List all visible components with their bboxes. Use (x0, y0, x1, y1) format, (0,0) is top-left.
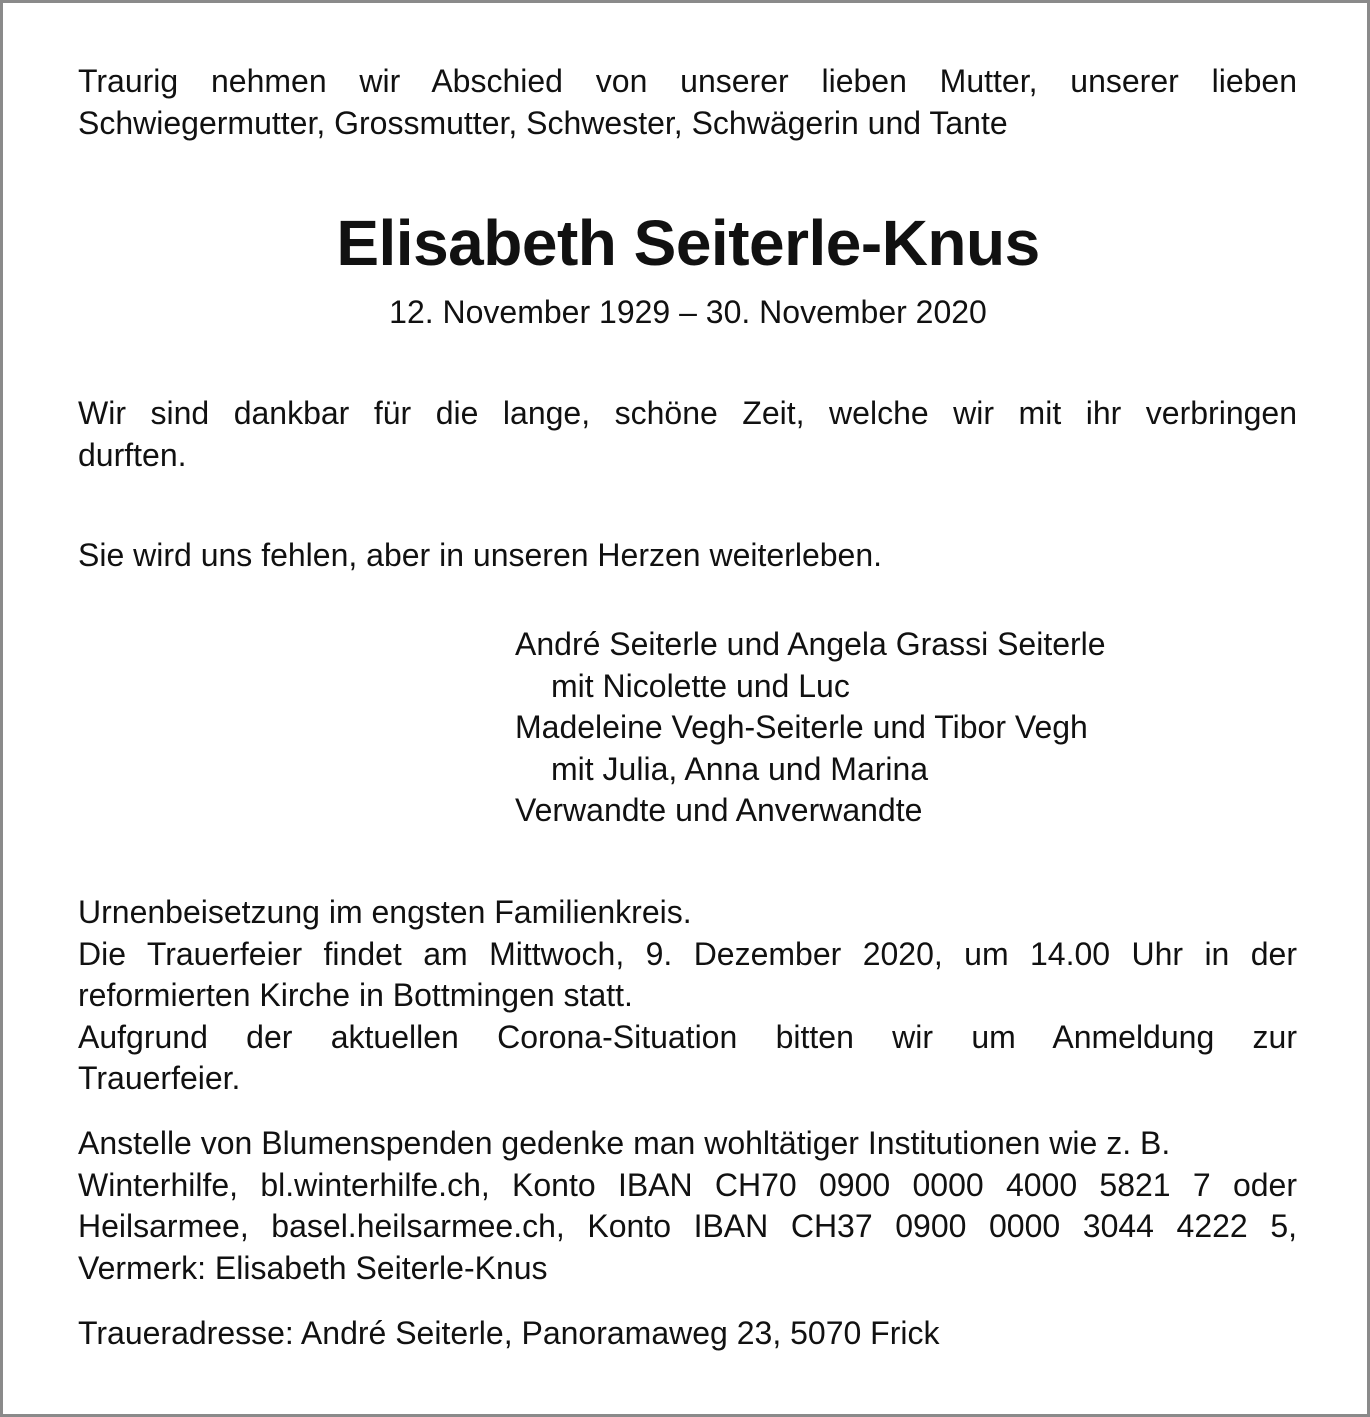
intro-line-1: Traurig nehmen wir Abschied von unserer lieben Mutter, unserer lieben (78, 63, 1297, 99)
family-list (515, 624, 1106, 832)
donations-line-3: Heilsarmee, basel.heilsarmee.ch, Konto IBAN CH37 0900 0000 3044 4222 5, (78, 1208, 1297, 1244)
gratitude-paragraph (78, 393, 1297, 476)
deceased-name: Elisabeth Seiterle-Knus (336, 207, 1040, 279)
gratitude-line-2: durften. (78, 436, 187, 473)
donations-line-2: Winterhilfe, bl.winterhilfe.ch, Konto IBAN CH70 0900 0000 4000 5821 7 oder (78, 1166, 1297, 1203)
family-member: André Seiterle und Angela Grassi Seiterle (515, 626, 1106, 662)
life-dates: 12. November 1929 – 30. November 2020 (389, 294, 987, 330)
ceremony-line-4: Aufgrund der aktuellen Corona-Situation bitten wir um Anmeldung zur (78, 1018, 1297, 1055)
gratitude-line-1: Wir sind dankbar für die lange, schöne Zeit, welche wir mit ihr verbringen (78, 395, 1297, 431)
ceremony-line-5: Trauerfeier. (78, 1060, 241, 1096)
family-member: Madeleine Vegh-Seiterle und Tibor Vegh (515, 709, 1088, 745)
ceremony-paragraph (78, 892, 1297, 1100)
family-member: mit Nicolette und Luc (551, 667, 850, 704)
missing-paragraph (78, 535, 1297, 577)
missing-line: Sie wird uns fehlen, aber in unseren Herzen weiterleben. (78, 537, 883, 573)
donations-line-1: Anstelle von Blumenspenden gedenke man wohltätiger Institutionen wie z. B. (78, 1125, 1171, 1161)
address-paragraph (78, 1313, 1297, 1355)
intro-paragraph (78, 61, 1297, 144)
family-member: Verwandte und Anverwandte (515, 792, 923, 828)
family-member: mit Julia, Anna und Marina (551, 750, 929, 787)
donations-line-4: Vermerk: Elisabeth Seiterle-Knus (78, 1249, 548, 1286)
ceremony-line-2: Die Trauerfeier findet am Mittwoch, 9. Dezember 2020, um 14.00 Uhr in der (78, 935, 1297, 972)
donations-paragraph (78, 1123, 1297, 1289)
ceremony-line-1: Urnenbeisetzung im engsten Familienkreis. (78, 894, 692, 930)
mourning-address: Traueradresse: André Seiterle, Panoramaweg 23, 5070 Frick (78, 1315, 940, 1351)
ceremony-line-3: reformierten Kirche in Bottmingen statt. (78, 977, 633, 1013)
intro-line-2: Schwiegermutter, Grossmutter, Schwester, Schwägerin und Tante (78, 104, 1008, 141)
